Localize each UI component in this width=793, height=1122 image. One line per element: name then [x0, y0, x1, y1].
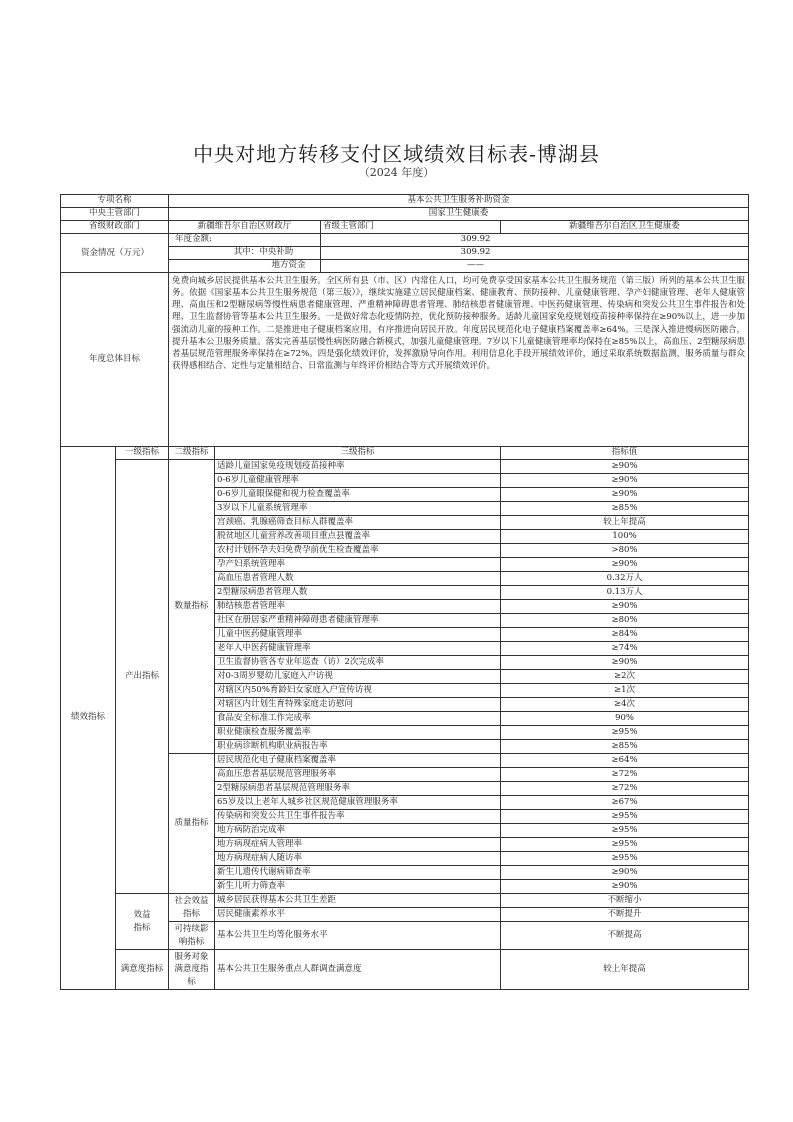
indicator-name: 对辖区内计划生育特殊家庭走访慰问	[215, 698, 501, 712]
indicator-name: 新生儿听力筛查率	[215, 880, 501, 894]
funds-local-label: 地方资金	[169, 260, 321, 273]
indicator-name: 食品安全标准工作完成率	[215, 712, 501, 726]
indicator-name: 传染病和突发公共卫生事件报告率	[215, 810, 501, 824]
benefit-indicator-label: 效益指标	[116, 894, 169, 950]
indicator-name: 对辖区内50%育龄妇女家庭入户宣传访视	[215, 684, 501, 698]
indicator-name: 基本公共卫生均等化服务水平	[215, 922, 501, 950]
indicator-name: 地方病现症病人随访率	[215, 852, 501, 866]
indicator-value: ≥84%	[501, 628, 749, 642]
indicator-value: ≥90%	[501, 488, 749, 502]
indicator-name: 地方病防治完成率	[215, 824, 501, 838]
col-level3-header: 三级指标	[215, 447, 501, 460]
indicator-name: 2型糖尿病患者管理人数	[215, 586, 501, 600]
funds-central-value: 309.92	[321, 247, 749, 260]
col-value-header: 指标值	[501, 447, 749, 460]
indicator-value: ≥72%	[501, 782, 749, 796]
funds-label: 资金情况（万元）	[61, 234, 169, 273]
indicator-name: 卫生监督协管各专业年巡查（访）2次完成率	[215, 656, 501, 670]
indicator-name: 社区在册居家严重精神障碍患者健康管理率	[215, 614, 501, 628]
indicator-value: ≥95%	[501, 852, 749, 866]
satisfaction-l2-label: 服务对象满意度指标	[169, 950, 215, 990]
indicator-name: 2型糖尿病患者基层规范管理服务率	[215, 782, 501, 796]
indicator-value: ≥64%	[501, 754, 749, 768]
indicator-value: ≥90%	[501, 558, 749, 572]
project-name: 基本公共卫生服务补助资金	[169, 195, 749, 208]
indicator-name: 居民健康素养水平	[215, 908, 501, 922]
quantity-indicator-label: 数量指标	[169, 460, 215, 754]
funds-annual-value: 309.92	[321, 234, 749, 247]
table-row	[61, 950, 749, 990]
indicator-name: 老年人中医药健康管理率	[215, 642, 501, 656]
indicator-value: 90%	[501, 712, 749, 726]
prov-finance: 新疆维吾尔自治区财政厅	[169, 221, 321, 234]
indicator-name: 宫颈癌、乳腺癌筛查目标人群覆盖率	[215, 516, 501, 530]
indicator-value: 较上年提高	[501, 950, 749, 990]
indicator-value: ≥85%	[501, 502, 749, 516]
funds-local-value: ——	[321, 260, 749, 273]
indicator-value: ≥74%	[501, 642, 749, 656]
indicator-name: 高血压患者管理人数	[215, 572, 501, 586]
indicator-name: 职业病诊断机构职业病报告率	[215, 740, 501, 754]
indicator-name: 脱贫地区儿童营养改善项目重点县覆盖率	[215, 530, 501, 544]
indicator-value: ≥72%	[501, 768, 749, 782]
indicator-name: 孕产妇系统管理率	[215, 558, 501, 572]
output-indicator-label: 产出指标	[116, 460, 169, 894]
col-level1-header: 一级指标	[116, 447, 169, 460]
indicator-value: 100%	[501, 530, 749, 544]
funds-central-label: 其中：中央补助	[169, 247, 321, 260]
prov-finance-label: 省级财政部门	[61, 221, 169, 234]
indicator-value: ≥90%	[501, 656, 749, 670]
indicator-name: 0-6岁儿童眼保健和视力检查覆盖率	[215, 488, 501, 502]
indicator-value: ≥90%	[501, 474, 749, 488]
indicators-section-label: 绩效指标	[61, 447, 116, 990]
indicator-name: 城乡居民获得基本公共卫生差距	[215, 894, 501, 908]
indicator-value: ≥90%	[501, 866, 749, 880]
indicator-name: 肺结核患者管理率	[215, 600, 501, 614]
satisfaction-l1-label: 满意度指标	[116, 950, 169, 990]
indicator-value: 不断缩小	[501, 894, 749, 908]
indicator-value: ≥85%	[501, 740, 749, 754]
central-dept-label: 中央主管部门	[61, 208, 169, 221]
indicator-name: 基本公共卫生服务重点人群调查满意度	[215, 950, 501, 990]
indicator-value: ≥95%	[501, 838, 749, 852]
indicator-name: 3岁以下儿童系统管理率	[215, 502, 501, 516]
prov-dept: 新疆维吾尔自治区卫生健康委	[501, 221, 749, 234]
indicator-name: 居民规范化电子健康档案覆盖率	[215, 754, 501, 768]
indicator-value: 0.32万人	[501, 572, 749, 586]
page-title: 中央对地方转移支付区域绩效目标表-博湖县	[193, 142, 600, 166]
indicator-value: >80%	[501, 544, 749, 558]
indicator-value: 较上年提高	[501, 516, 749, 530]
performance-table	[60, 194, 749, 990]
indicator-name: 儿童中医药健康管理率	[215, 628, 501, 642]
prov-dept-label: 省级主管部门	[321, 221, 501, 234]
indicator-name: 0-6岁儿童健康管理率	[215, 474, 501, 488]
sustainable-impact-label: 可持续影响指标	[169, 922, 215, 950]
col-level2-header: 二级指标	[169, 447, 215, 460]
indicator-value: ≥95%	[501, 810, 749, 824]
table-row	[61, 460, 749, 474]
indicator-value: ≥80%	[501, 614, 749, 628]
indicator-value: ≥1次	[501, 684, 749, 698]
indicator-value: ≥4次	[501, 698, 749, 712]
quality-indicator-label: 质量指标	[169, 754, 215, 894]
project-name-label: 专项名称	[61, 195, 169, 208]
annual-goal-text: 免费向城乡居民提供基本公共卫生服务。全区所有县（市、区）内常住人口，均可免费享受国家基本公共卫生服务规范（第三版）所列的基本公共卫生服务。依据《国家基本公共卫生服务规范（第三版）》，继续实施建立居民健康档案、健康教育、预防接种、儿童健康管理、孕产妇健康管理、老年人健康管理、高血压和2型糖尿病等慢性病患者健康管理、严重精神障碍患者管理、肺结核患者健康管理、中医药健康管理、传染病和突发公共卫生事件报告和处理、卫生监督协管等基本公共卫生服务。一是做好常态化疫情防控，优化预防接种服务。适龄儿童国家免疫规划疫苗接种率保持在≥90%以上，进一步加强流动儿童的接种工作。二是推进电子健康档案应用，有序推进向居民开放。年度居民规范化电子健康档案覆盖率≥64%。三是深入推进慢病医防融合，提升基本公卫服务质量。落实完善基层慢性病医防融合新模式，加强儿童健康管理。7岁以下儿童健康管理率均保持在≥85%以上，高血压、2型糖尿病患者基层规范管理服务率保持在≥72%。四是强化绩效评价，发挥激励导向作用。利用信息化手段开展绩效评价，通过采取系统数据监测，服务质量与群众获得感相结合、定性与定量相结合、日常监测与年终评价相结合等方式开展绩效评价。	[169, 273, 749, 447]
indicator-value: ≥90%	[501, 880, 749, 894]
indicator-value: 0.13万人	[501, 586, 749, 600]
indicator-name: 对0-3周岁婴幼儿家庭入户访视	[215, 670, 501, 684]
indicator-value: ≥90%	[501, 600, 749, 614]
central-dept: 国家卫生健康委	[169, 208, 749, 221]
annual-goal-label: 年度总体目标	[61, 273, 169, 447]
social-benefit-label: 社会效益指标	[169, 894, 215, 922]
indicator-name: 职业健康检查服务覆盖率	[215, 726, 501, 740]
indicator-name: 地方病现症病人管理率	[215, 838, 501, 852]
indicator-name: 适龄儿童国家免疫规划疫苗接种率	[215, 460, 501, 474]
indicator-value: ≥67%	[501, 796, 749, 810]
indicator-name: 高血压患者基层规范管理服务率	[215, 768, 501, 782]
indicator-name: 新生儿遗传代谢病筛查率	[215, 866, 501, 880]
table-row	[61, 894, 749, 908]
indicator-value: ≥95%	[501, 824, 749, 838]
indicator-value: ≥2次	[501, 670, 749, 684]
indicator-value: 不断提升	[501, 908, 749, 922]
indicator-name: 65岁及以上老年人城乡社区规范健康管理服务率	[215, 796, 501, 810]
indicator-value: 不断提高	[501, 922, 749, 950]
indicator-value: ≥95%	[501, 726, 749, 740]
indicator-name: 农村计划怀孕夫妇免费孕前优生检查覆盖率	[215, 544, 501, 558]
page-year: （2024 年度）	[358, 166, 435, 179]
funds-annual-label: 年度金额:	[169, 234, 321, 247]
indicator-value: ≥90%	[501, 460, 749, 474]
